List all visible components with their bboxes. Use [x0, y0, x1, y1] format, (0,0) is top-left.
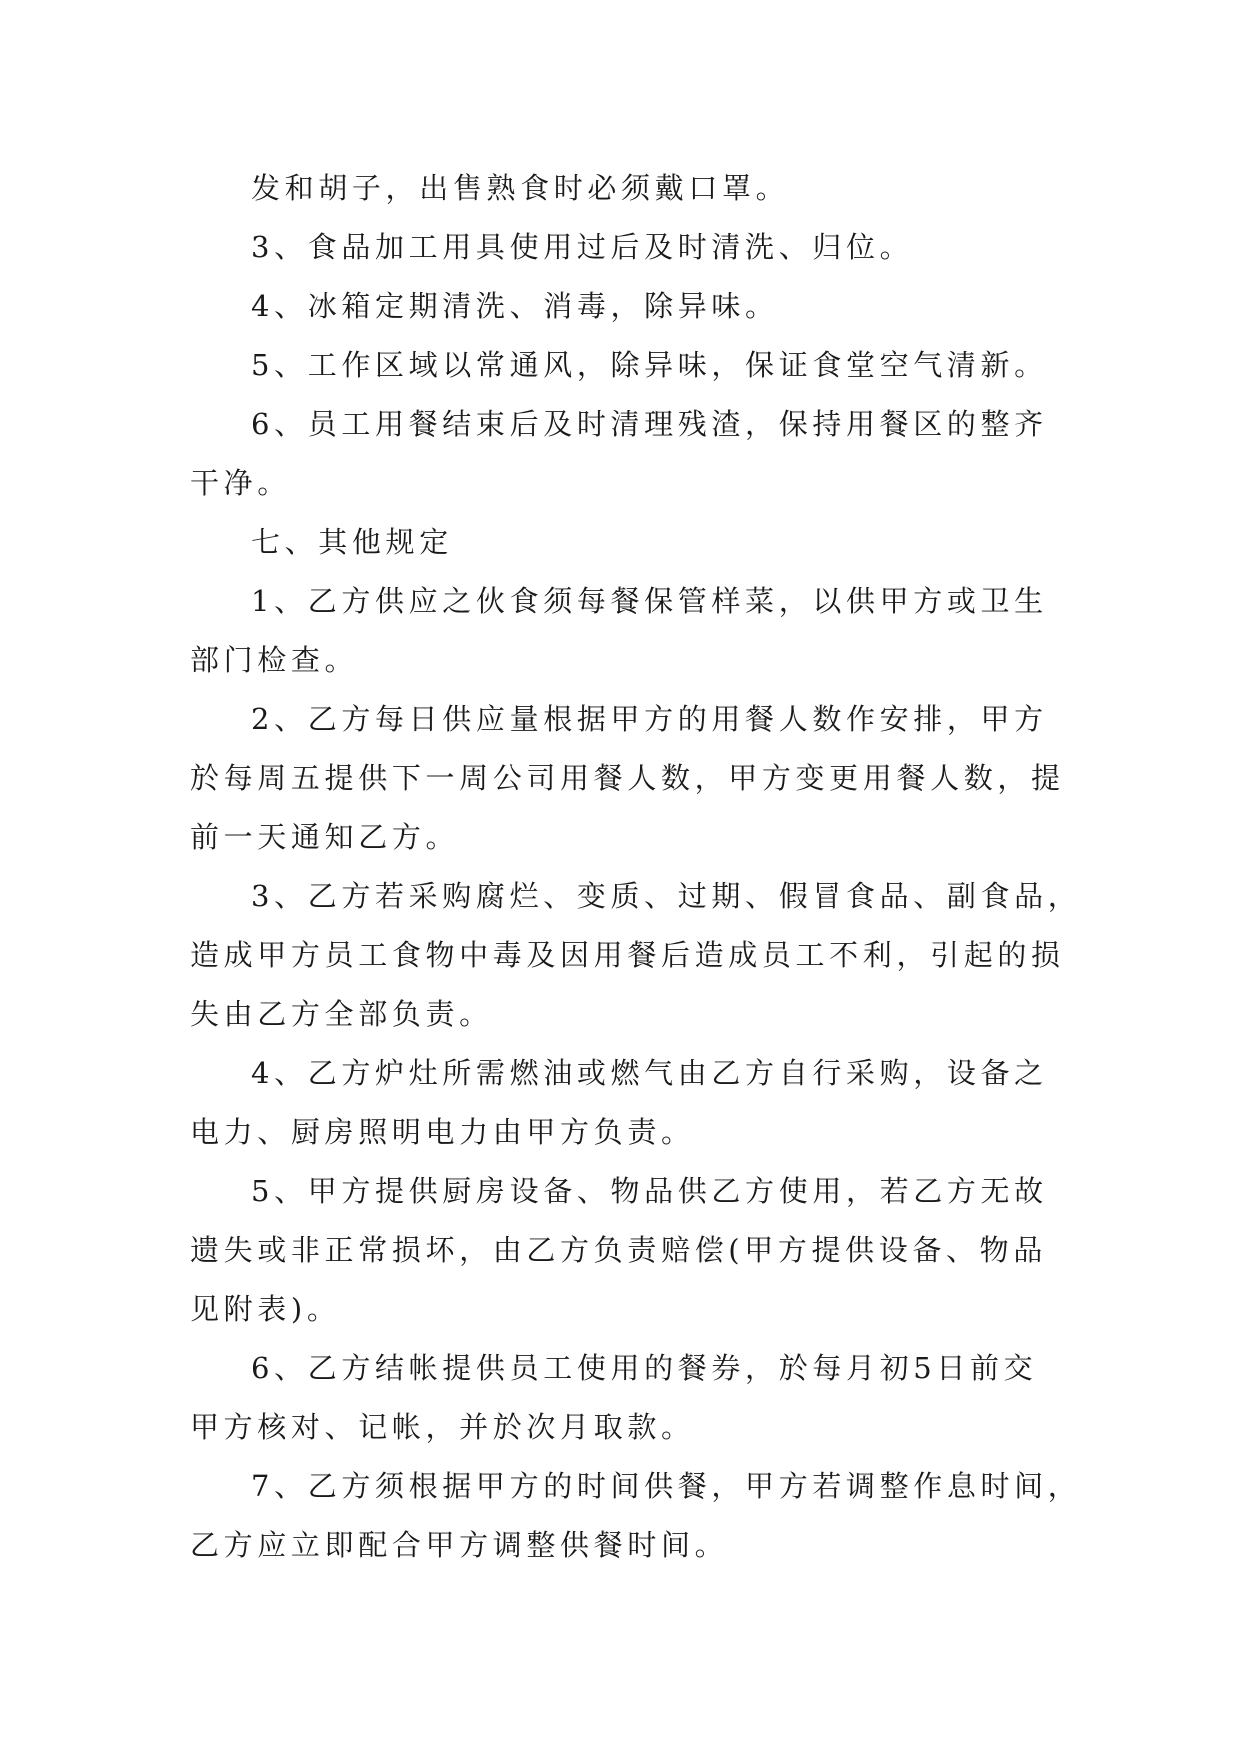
rule-item-4: 4、乙方炉灶所需燃油或燃气由乙方自行采购，设备之 [251, 1056, 1048, 1090]
document-body [190, 159, 1082, 1575]
list-item-3: 3、食品加工用具使用过后及时清洗、归位。 [251, 230, 914, 264]
rule-item-1: 1、乙方供应之伙食须每餐保管样菜，以供甲方或卫生 [251, 584, 1048, 618]
rule-item-2-continuation: 於每周五提供下一周公司用餐人数，甲方变更用餐人数，提 [190, 761, 1065, 795]
rule-item-6: 6、乙方结帐提供员工使用的餐券，於每月初5日前交 [251, 1351, 1038, 1385]
rule-item-1-continuation: 部门检查。 [190, 643, 359, 677]
rule-item-7-continuation: 乙方应立即配合甲方调整供餐时间。 [190, 1528, 729, 1562]
rule-item-5-continuation: 遗失或非正常损坏，由乙方负责赔偿(甲方提供设备、物品 [190, 1233, 1047, 1267]
rule-item-2-continuation: 前一天通知乙方。 [190, 820, 460, 854]
rule-item-3-continuation: 失由乙方全部负责。 [190, 997, 493, 1031]
rule-item-4-continuation: 电力、厨房照明电力由甲方负责。 [190, 1115, 695, 1149]
list-item-5: 5、工作区域以常通风，除异味，保证食堂空气清新。 [251, 348, 1048, 382]
list-item-6-continuation: 干净。 [190, 466, 291, 500]
body-line: 发和胡子，出售熟食时必须戴口罩。 [251, 171, 790, 205]
rule-item-7: 7、乙方须根据甲方的时间供餐，甲方若调整作息时间， [251, 1469, 1082, 1503]
rule-item-3-continuation: 造成甲方员工食物中毒及因用餐后造成员工不利，引起的损 [190, 938, 1065, 972]
rule-item-2: 2、乙方每日供应量根据甲方的用餐人数作安排，甲方 [251, 702, 1048, 736]
rule-item-6-continuation: 甲方核对、记帐，并於次月取款。 [190, 1410, 695, 1444]
rule-item-5: 5、甲方提供厨房设备、物品供乙方使用，若乙方无故 [251, 1174, 1048, 1208]
rule-item-3: 3、乙方若采购腐烂、变质、过期、假冒食品、副食品， [251, 879, 1082, 913]
section-heading: 七、其他规定 [251, 525, 453, 559]
rule-item-5-continuation: 见附表)。 [190, 1292, 341, 1326]
list-item-6: 6、员工用餐结束后及时清理残渣，保持用餐区的整齐 [251, 407, 1048, 441]
list-item-4: 4、冰箱定期清洗、消毒，除异味。 [251, 289, 779, 323]
